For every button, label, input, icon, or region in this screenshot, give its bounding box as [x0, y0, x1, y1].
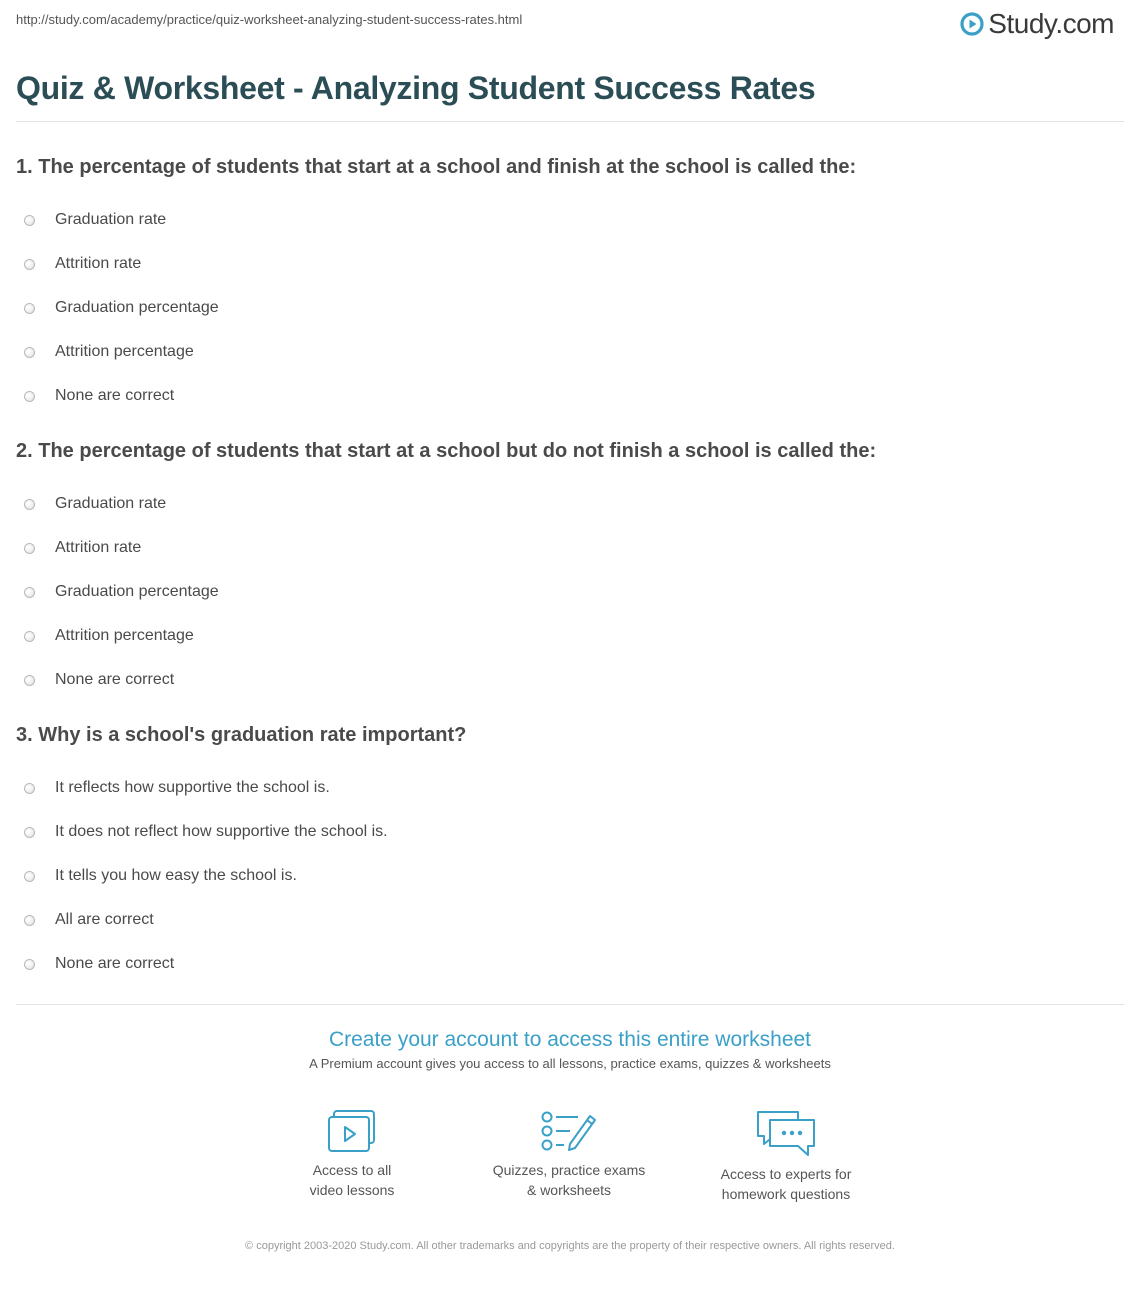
- divider: [16, 121, 1124, 122]
- option-label: It tells you how easy the school is.: [55, 867, 297, 884]
- cta-heading-link[interactable]: Create your account to access this entire worksheet: [328, 1028, 812, 1051]
- page-title: Quiz & Worksheet - Analyzing Student Success Rates: [16, 70, 816, 106]
- option-label: Attrition percentage: [55, 343, 194, 360]
- option-label: None are correct: [55, 671, 175, 688]
- option-label: Graduation percentage: [55, 583, 219, 600]
- option-label: Graduation rate: [55, 495, 167, 512]
- top-bar: [0, 0, 1140, 56]
- radio-button[interactable]: [24, 215, 35, 226]
- question-text: 3. Why is a school's graduation rate important?: [16, 724, 467, 746]
- cta-subheading: A Premium account gives you access to all lessons, practice exams, quizzes & worksheets: [309, 1056, 831, 1071]
- answer-option[interactable]: [16, 526, 1124, 570]
- radio-button[interactable]: [24, 347, 35, 358]
- radio-button[interactable]: [24, 783, 35, 794]
- option-label: It does not reflect how supportive the school is.: [55, 823, 388, 840]
- answer-option[interactable]: [16, 374, 1124, 418]
- radio-button[interactable]: [24, 871, 35, 882]
- question-2: [16, 438, 1124, 702]
- radio-button[interactable]: [24, 391, 35, 402]
- radio-button[interactable]: [24, 827, 35, 838]
- play-circle-icon: [960, 12, 984, 36]
- option-label: Attrition rate: [55, 255, 142, 272]
- feature-quizzes: [479, 1108, 659, 1200]
- option-label: Attrition rate: [55, 539, 142, 556]
- divider: [16, 1004, 1124, 1005]
- option-label: None are correct: [55, 955, 175, 972]
- option-label: Graduation rate: [55, 211, 167, 228]
- answer-option[interactable]: [16, 330, 1124, 374]
- feature-video-lessons: [262, 1108, 442, 1200]
- answer-option[interactable]: [16, 286, 1124, 330]
- feature-experts: [696, 1108, 876, 1204]
- answer-option[interactable]: [16, 570, 1124, 614]
- signup-cta: [0, 1026, 1140, 1071]
- answer-option[interactable]: [16, 482, 1124, 526]
- copyright-text: © copyright 2003-2020 Study.com. All other trademarks and copyrights are the property of their respective owners. All rights reserved.: [245, 1240, 895, 1252]
- answer-option[interactable]: [16, 942, 1124, 986]
- radio-button[interactable]: [24, 587, 35, 598]
- answer-option[interactable]: [16, 658, 1124, 702]
- radio-button[interactable]: [24, 543, 35, 554]
- feature-label: Access to experts for homework questions: [720, 1166, 852, 1202]
- video-lessons-icon: [262, 1108, 442, 1154]
- answer-options: [16, 766, 1124, 986]
- chat-bubbles-icon: [696, 1108, 876, 1158]
- answer-options: [16, 198, 1124, 418]
- answer-option[interactable]: [16, 854, 1124, 898]
- question-text: 1. The percentage of students that start at a school and finish at the school is called the:: [16, 156, 857, 178]
- question-3: [16, 722, 1124, 986]
- answer-option[interactable]: [16, 614, 1124, 658]
- answer-option[interactable]: [16, 198, 1124, 242]
- radio-button[interactable]: [24, 631, 35, 642]
- option-label: Graduation percentage: [55, 299, 219, 316]
- radio-button[interactable]: [24, 259, 35, 270]
- feature-label: Quizzes, practice exams & worksheets: [492, 1162, 646, 1198]
- answer-options: [16, 482, 1124, 702]
- logo-text: Study.com: [988, 8, 1114, 39]
- radio-button[interactable]: [24, 959, 35, 970]
- page-url[interactable]: http://study.com/academy/practice/quiz-worksheet-analyzing-student-success-rates.html: [16, 12, 523, 27]
- question-text: 2. The percentage of students that start at a school but do not finish a school is called the:: [16, 440, 877, 462]
- study-logo[interactable]: [960, 8, 1114, 40]
- option-label: It reflects how supportive the school is.: [55, 779, 330, 796]
- question-1: [16, 154, 1124, 418]
- answer-option[interactable]: [16, 766, 1124, 810]
- option-label: Attrition percentage: [55, 627, 194, 644]
- option-label: None are correct: [55, 387, 175, 404]
- radio-button[interactable]: [24, 675, 35, 686]
- copyright-notice: [0, 1238, 1140, 1254]
- feature-label: Access to all video lessons: [309, 1162, 395, 1198]
- answer-option[interactable]: [16, 898, 1124, 942]
- radio-button[interactable]: [24, 499, 35, 510]
- answer-option[interactable]: [16, 242, 1124, 286]
- radio-button[interactable]: [24, 915, 35, 926]
- quiz-checklist-icon: [479, 1108, 659, 1154]
- radio-button[interactable]: [24, 303, 35, 314]
- answer-option[interactable]: [16, 810, 1124, 854]
- option-label: All are correct: [55, 911, 154, 928]
